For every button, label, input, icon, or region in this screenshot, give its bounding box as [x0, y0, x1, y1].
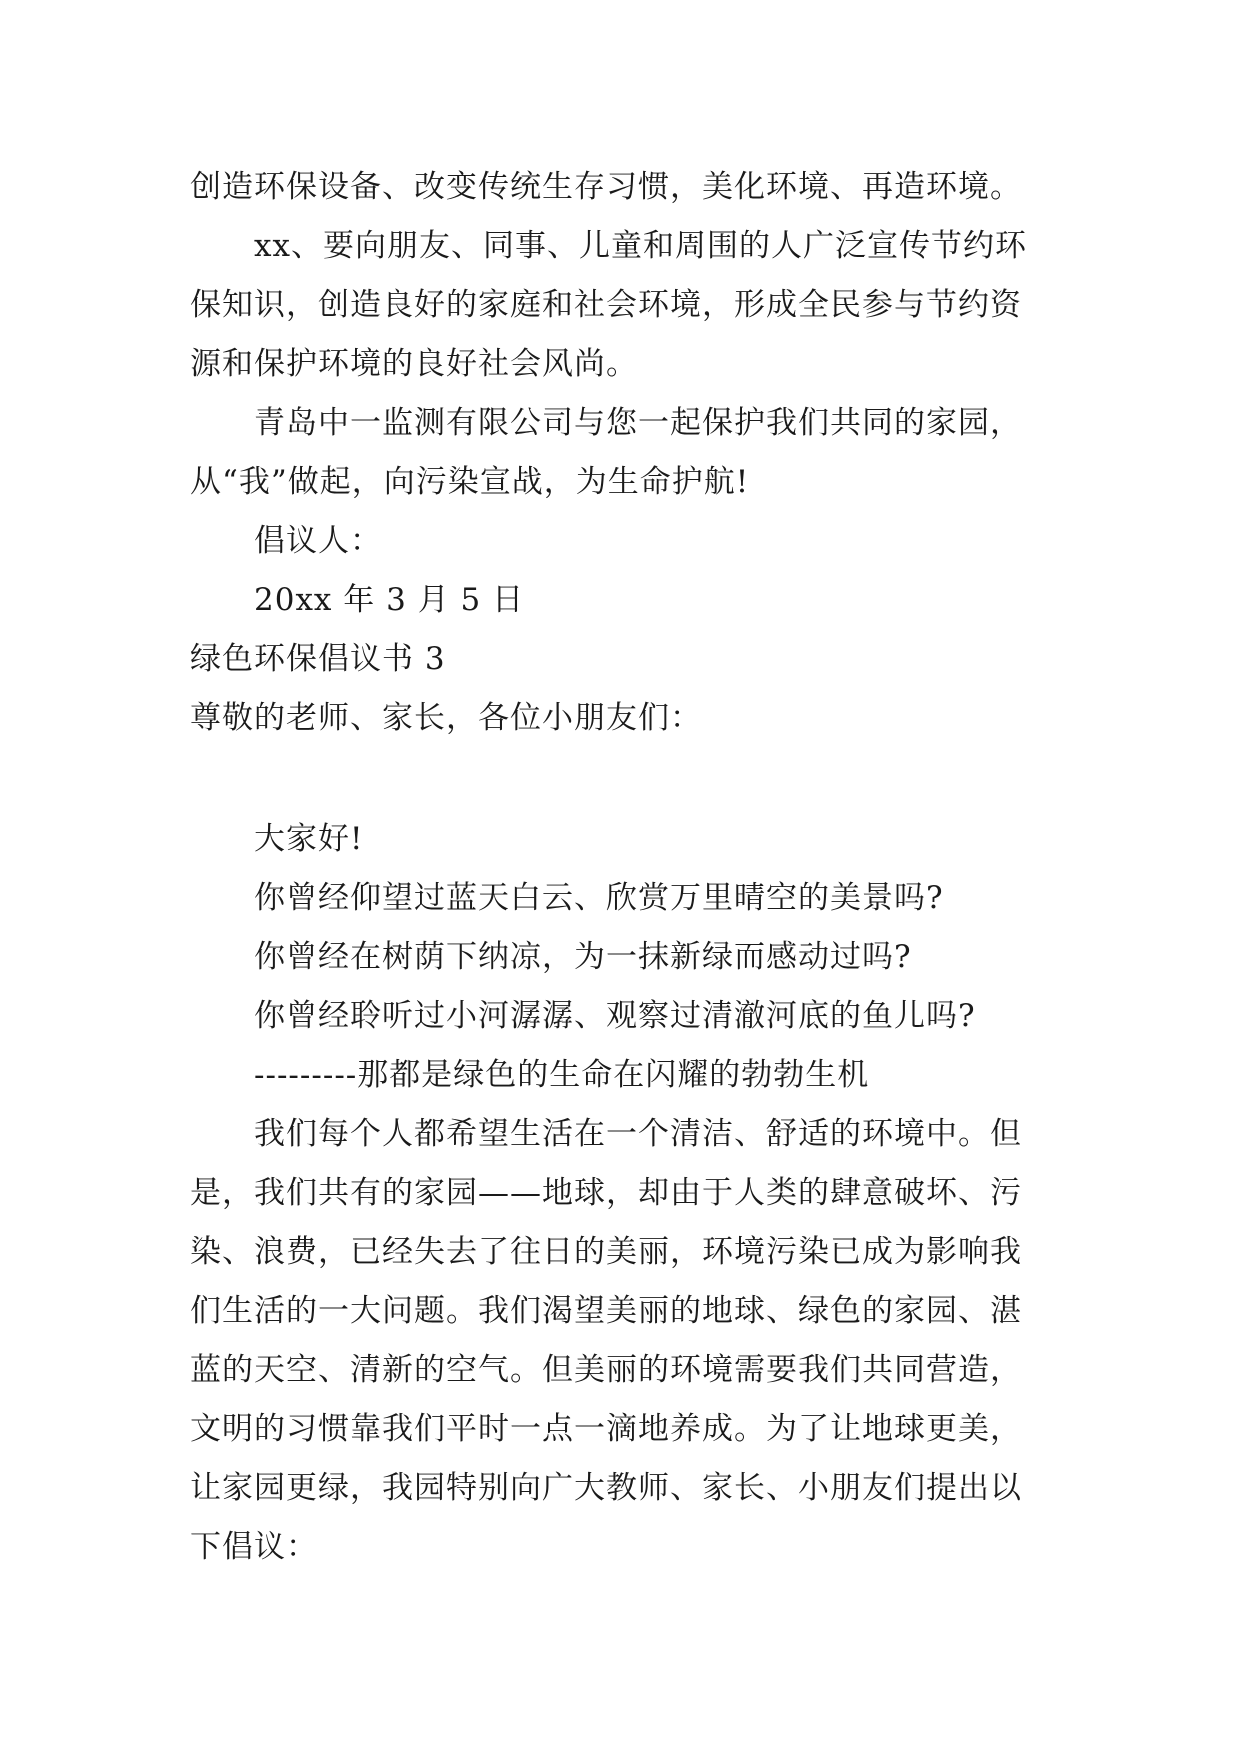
paragraph-line: 下倡议： [190, 1529, 318, 1565]
date-line: 20xx 年 3 月 5 日 [254, 582, 525, 618]
signature-label: 倡议人： [254, 523, 382, 559]
paragraph-line: 让家园更绿，我园特别向广大教师、家长、小朋友们提出以 [190, 1470, 1022, 1506]
dash-line: ---------那都是绿色的生命在闪耀的勃勃生机 [254, 1057, 870, 1093]
paragraph-line: 染、浪费，已经失去了往日的美丽，环境污染已成为影响我 [190, 1234, 1022, 1270]
paragraph-line: 创造环保设备、改变传统生存习惯，美化环境、再造环境。 [190, 169, 1022, 205]
paragraph-line: 源和保护环境的良好社会风尚。 [190, 346, 638, 382]
greeting: 大家好! [254, 821, 364, 857]
document-page [190, 158, 1070, 1577]
paragraph-line: 从“我”做起，向污染宣战，为生命护航! [190, 464, 750, 500]
paragraph-line: 是，我们共有的家园——地球，却由于人类的肆意破坏、污 [190, 1175, 1022, 1211]
paragraph-line: 青岛中一监测有限公司与您一起保护我们共同的家园， [254, 405, 1022, 441]
question-line: 你曾经在树荫下纳凉，为一抹新绿而感动过吗? [254, 939, 912, 975]
paragraph-line: 我们每个人都希望生活在一个清洁、舒适的环境中。但 [254, 1116, 1022, 1152]
paragraph-line: 蓝的天空、清新的空气。但美丽的环境需要我们共同营造， [190, 1352, 1022, 1388]
paragraph-line: 保知识，创造良好的家庭和社会环境，形成全民参与节约资 [190, 287, 1022, 323]
section-title: 绿色环保倡议书 3 [190, 641, 446, 677]
paragraph-line: 们生活的一大问题。我们渴望美丽的地球、绿色的家园、湛 [190, 1293, 1022, 1329]
paragraph-line: xx、要向朋友、同事、儿童和周围的人广泛宣传节约环 [254, 228, 1027, 264]
question-line: 你曾经聆听过小河潺潺、观察过清澈河底的鱼儿吗? [254, 998, 976, 1034]
blank-gap [190, 748, 1070, 810]
paragraph-line: 文明的习惯靠我们平时一点一滴地养成。为了让地球更美， [190, 1411, 1022, 1447]
salutation: 尊敬的老师、家长，各位小朋友们： [190, 700, 702, 736]
question-line: 你曾经仰望过蓝天白云、欣赏万里晴空的美景吗? [254, 880, 944, 916]
